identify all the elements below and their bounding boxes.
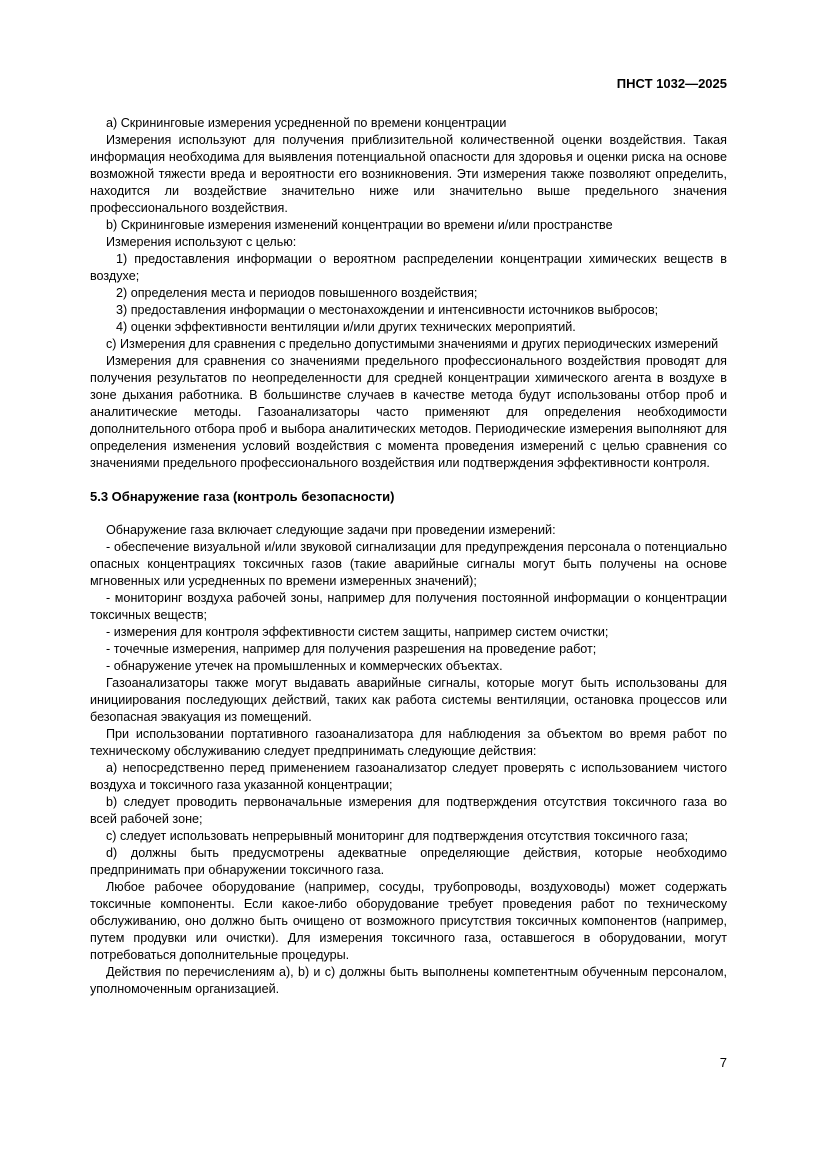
paragraph: Любое рабочее оборудование (например, сосуды, трубопроводы, воздуховоды) может содержать токсичные компоненты. Если какое-либо оборудование требует проведения работ по техническому обслуживанию, оно должно быть очищено от возможного присутствия токсичных компонентов (например, путем продувки или очистки). Для измерения токсичного газа, оставшегося в оборудовании, могут потребоваться дополнительные процедуры. [90, 880, 727, 962]
paragraph: b) Скрининговые измерения изменений концентрации во времени и/или пространстве [106, 218, 613, 232]
paragraph: - обеспечение визуальной и/или звуковой сигнализации для предупреждения персонала о потенциально опасных концентрациях токсичных газов (такие аварийные сигналы могут быть получены на основе мгновенных или усредненных по времени измеренных значений); [90, 540, 727, 588]
paragraph: 4) оценки эффективности вентиляции и/или других технических мероприятий. [116, 320, 576, 334]
paragraph: 1) предоставления информации о вероятном распределении концентрации химических веществ в воздухе; [90, 252, 727, 283]
page-number: 7 [719, 1055, 727, 1070]
paragraph: c) следует использовать непрерывный мониторинг для подтверждения отсутствия токсичного газа; [106, 829, 689, 843]
paragraph: - измерения для контроля эффективности систем защиты, например систем очистки; [106, 625, 609, 639]
document-body [90, 115, 727, 998]
paragraph: c) Измерения для сравнения с предельно допустимыми значениями и других периодических измерений [106, 337, 719, 351]
paragraph: Обнаружение газа включает следующие задачи при проведении измерений: [106, 523, 556, 537]
paragraph: 2) определения места и периодов повышенного воздействия; [116, 286, 478, 300]
paragraph: a) Скрининговые измерения усредненной по времени концентрации [106, 116, 507, 130]
paragraph: a) непосредственно перед применением газоанализатор следует проверять с использованием чистого воздуха и токсичного газа указанной концентрации; [90, 761, 727, 792]
document-code: ПНСТ 1032—2025 [616, 76, 727, 91]
paragraph: - точечные измерения, например для получения разрешения на проведение работ; [106, 642, 597, 656]
paragraph: 3) предоставления информации о местонахождении и интенсивности источников выбросов; [116, 303, 659, 317]
paragraph: d) должны быть предусмотрены адекватные определяющие действия, которые необходимо предпринимать при обнаружении токсичного газа. [90, 846, 727, 877]
paragraph: Измерения используют для получения приблизительной количественной оценки воздействия. Такая информация необходима для выявления потенциальной опасности для здоровья и оценки риска на основе возможной тяжести вреда и вероятности его возникновения. Эти измерения также позволяют определить, находится ли воздействие значительно ниже или значительно выше предельного значения профессионального воздействия. [90, 133, 727, 215]
paragraph: Измерения для сравнения со значениями предельного профессионального воздействия проводят для получения результатов по неопределенности для средней концентрации химического агента в воздухе в зоне дыхания работника. В большинстве случаев в качестве метода будут использованы отбор проб и аналитические методы. Газоанализаторы часто применяют для определения необходимости дополнительного отбора проб и выбора аналитических методов. Периодические измерения выполняют для определения изменения условий воздействия с момента проведения измерений с целью сравнения со значениями предельного профессионального воздействия или подтверждения эффективности контроля. [90, 354, 727, 470]
paragraph: - мониторинг воздуха рабочей зоны, например для получения постоянной информации о концентрации токсичных веществ; [90, 591, 727, 622]
paragraph: - обнаружение утечек на промышленных и коммерческих объектах. [106, 659, 503, 673]
paragraph: Измерения используют с целью: [106, 235, 297, 249]
paragraph: При использовании портативного газоанализатора для наблюдения за объектом во время работ по техническому обслуживанию следует предпринимать следующие действия: [90, 727, 727, 758]
paragraph: b) следует проводить первоначальные измерения для подтверждения отсутствия токсичного газа во всей рабочей зоне; [90, 795, 727, 826]
section-heading: 5.3 Обнаружение газа (контроль безопасности) [90, 489, 395, 504]
paragraph: Газоанализаторы также могут выдавать аварийные сигналы, которые могут быть использованы для инициирования последующих действий, таких как работа системы вентиляции, остановка процессов или безопасная эвакуация из помещений. [90, 676, 727, 724]
paragraph: Действия по перечислениям a), b) и c) должны быть выполнены компетентным обученным персоналом, уполномоченным организацией. [90, 965, 727, 996]
